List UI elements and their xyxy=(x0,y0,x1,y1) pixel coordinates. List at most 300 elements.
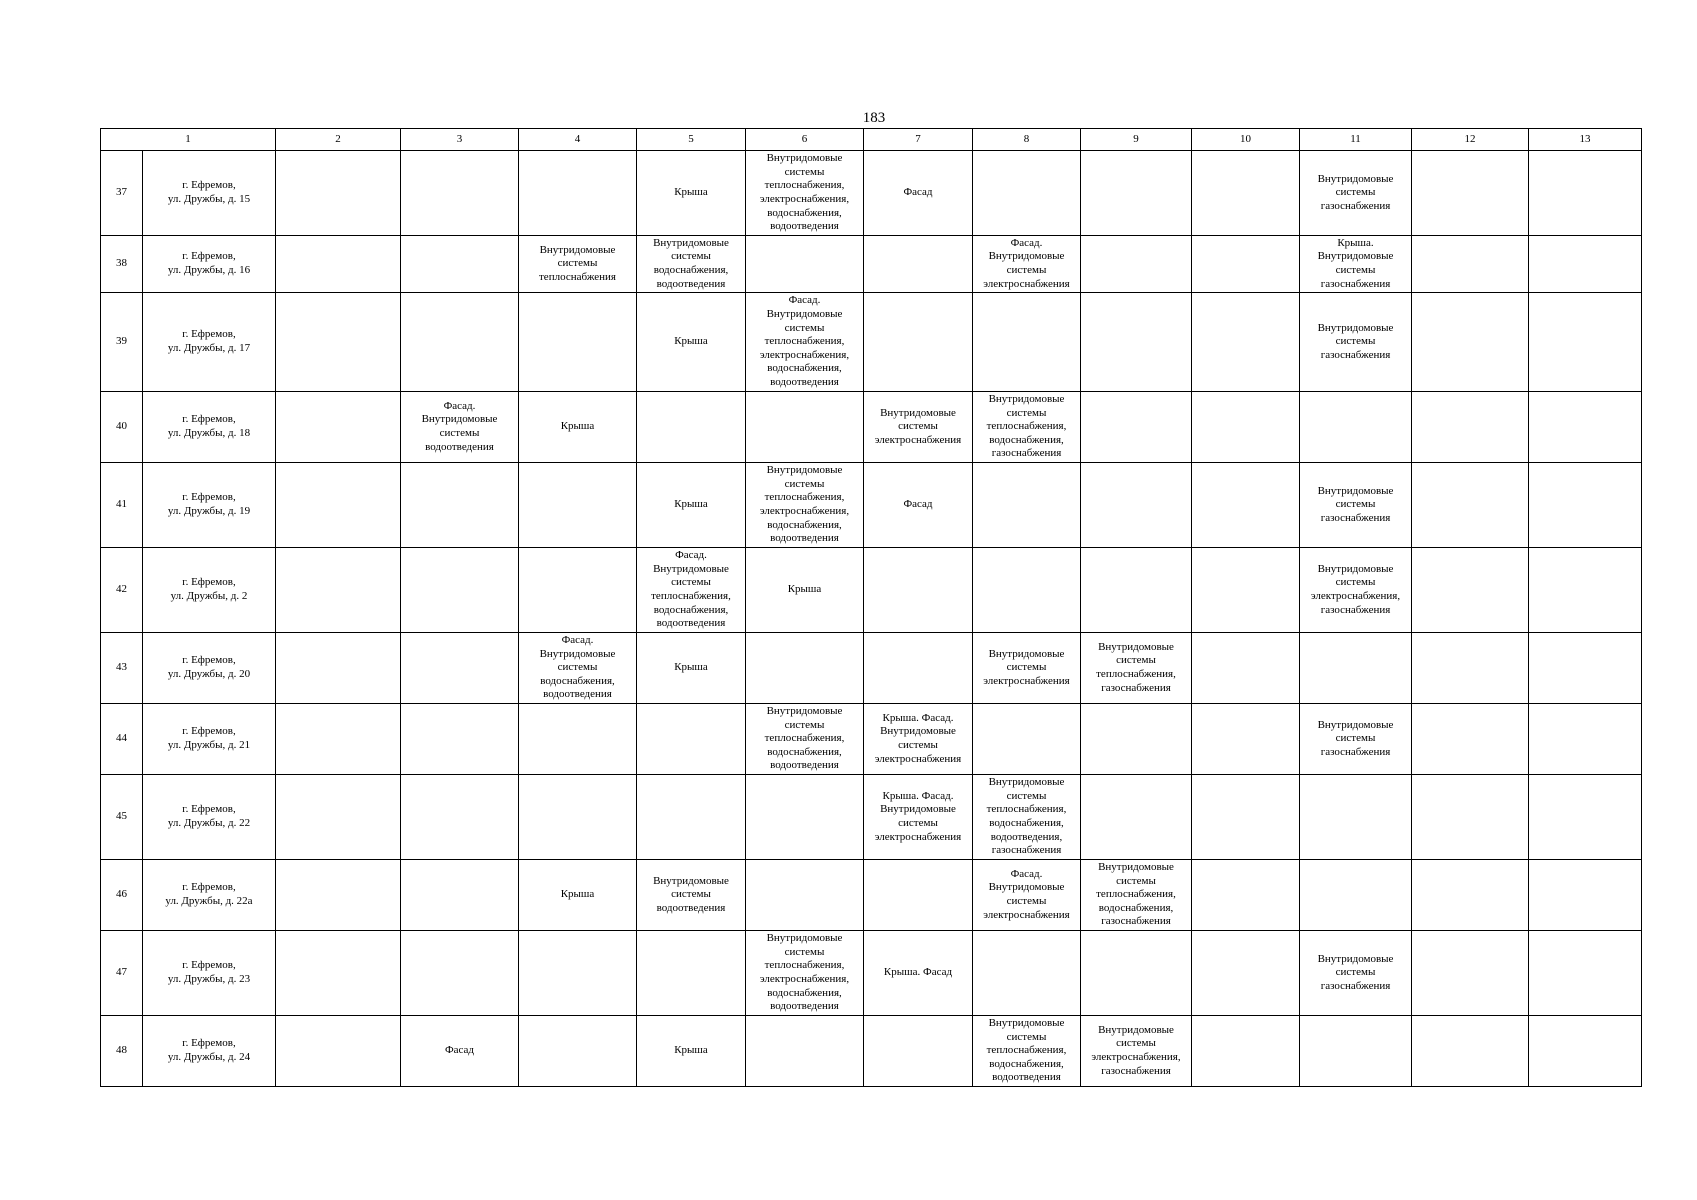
work-text-line: теплоснабжения, xyxy=(986,803,1067,816)
work-text-line: системы xyxy=(1006,1030,1047,1043)
work-cell xyxy=(1081,392,1192,463)
work-cell xyxy=(1081,931,1192,1016)
work-cell xyxy=(519,860,637,931)
work-text-line: теплоснабжения, xyxy=(764,959,845,972)
work-text-line: Фасад xyxy=(444,1044,475,1057)
address-line: г. Ефремов, xyxy=(182,1037,236,1050)
work-text-line: Внутридомовые xyxy=(766,464,843,477)
work-cell xyxy=(746,236,864,293)
column-header: 2 xyxy=(276,129,401,151)
address-cell xyxy=(143,775,276,860)
work-text-line: Фасад. xyxy=(561,634,594,647)
work-cell xyxy=(1529,392,1642,463)
work-cell xyxy=(973,1016,1081,1087)
work-cell xyxy=(864,704,973,775)
work-text-line: системы xyxy=(557,257,598,270)
address-line: ул. Дружбы, д. 19 xyxy=(167,505,251,517)
work-text-line: теплоснабжения, xyxy=(764,732,845,745)
work-text-line: Крыша xyxy=(560,420,595,433)
address-cell xyxy=(143,151,276,236)
work-text-line: газоснабжения xyxy=(1320,277,1391,290)
work-text-line: водоснабжения, xyxy=(767,986,842,999)
table-row xyxy=(101,548,1642,633)
work-text-line: водоотведения xyxy=(770,759,839,772)
row-number: 40 xyxy=(101,392,143,463)
work-cell xyxy=(276,463,401,548)
work-cell xyxy=(401,548,519,633)
work-cell xyxy=(864,151,973,236)
work-cell xyxy=(401,151,519,236)
address-line: г. Ефремов, xyxy=(182,959,236,972)
address-line: ул. Дружбы, д. 15 xyxy=(167,193,251,205)
row-number: 37 xyxy=(101,151,143,236)
work-text-line: теплоснабжения, xyxy=(651,590,731,602)
work-cell xyxy=(1192,704,1300,775)
work-cell xyxy=(973,704,1081,775)
work-text-line: системы xyxy=(439,427,480,439)
work-cell xyxy=(637,860,746,931)
work-text-line: системы xyxy=(1006,895,1047,907)
row-number: 41 xyxy=(101,463,143,548)
work-cell xyxy=(519,236,637,293)
work-cell xyxy=(1412,236,1529,293)
table-row xyxy=(101,633,1642,704)
work-text-line: электроснабжения, xyxy=(1310,590,1401,602)
work-cell xyxy=(973,860,1081,931)
column-header: 8 xyxy=(973,129,1081,151)
work-text-line: Крыша. Фасад. xyxy=(882,789,954,802)
work-cell xyxy=(973,775,1081,860)
work-text-line: Внутридомовые xyxy=(653,236,729,249)
work-text-line: системы xyxy=(784,165,825,178)
table-row xyxy=(101,463,1642,548)
address-cell xyxy=(143,463,276,548)
work-cell xyxy=(864,860,973,931)
work-text-line: водоснабжения, xyxy=(989,817,1064,829)
work-cell xyxy=(519,704,637,775)
work-text-line: системы xyxy=(898,817,938,829)
work-text-line: системы xyxy=(1335,732,1376,745)
work-cell xyxy=(1192,151,1300,236)
work-cell xyxy=(1529,236,1642,293)
work-cell xyxy=(1529,860,1642,931)
table-row xyxy=(101,151,1642,236)
work-text-line: водоотведения xyxy=(992,1071,1061,1084)
work-text-line: Внутридомовые xyxy=(880,803,956,816)
work-text-line: Фасад xyxy=(903,186,933,199)
work-cell xyxy=(1081,293,1192,392)
address-line: г. Ефремов, xyxy=(182,803,236,816)
work-cell xyxy=(1081,463,1192,548)
work-cell xyxy=(973,151,1081,236)
work-cell xyxy=(746,293,864,392)
work-cell xyxy=(637,633,746,704)
work-cell xyxy=(1192,548,1300,633)
work-cell xyxy=(1412,1016,1529,1087)
work-text-line: газоснабжения xyxy=(1101,915,1171,928)
work-cell xyxy=(1300,236,1412,293)
work-text-line: водоснабжения, xyxy=(767,362,842,375)
work-cell xyxy=(1412,463,1529,548)
work-cell xyxy=(1300,931,1412,1016)
work-cell xyxy=(1529,633,1642,704)
work-text-line: Крыша xyxy=(674,335,708,348)
row-number: 46 xyxy=(101,860,143,931)
work-cell xyxy=(973,392,1081,463)
work-cell xyxy=(519,931,637,1016)
work-text-line: системы xyxy=(1006,789,1047,802)
address-cell xyxy=(143,1016,276,1087)
work-cell xyxy=(864,463,973,548)
work-text-line: теплоснабжения, xyxy=(1096,888,1176,901)
address-line: г. Ефремов, xyxy=(182,576,236,589)
work-text-line: системы xyxy=(1006,406,1047,419)
address-cell xyxy=(143,931,276,1016)
work-text-line: газоснабжения xyxy=(1320,199,1391,212)
row-number: 39 xyxy=(101,293,143,392)
address-line: ул. Дружбы, д. 21 xyxy=(167,739,251,751)
work-text-line: Внутридомовые xyxy=(1098,640,1174,653)
work-cell xyxy=(401,463,519,548)
work-cell xyxy=(637,293,746,392)
address-cell xyxy=(143,704,276,775)
address-line: ул. Дружбы, д. 16 xyxy=(167,264,251,276)
work-text-line: водоснабжения, xyxy=(653,264,729,276)
work-text-line: Внутридомовые xyxy=(988,776,1065,789)
column-header: 13 xyxy=(1529,129,1642,151)
work-text-line: теплоснабжения, xyxy=(986,1044,1067,1057)
work-cell xyxy=(973,633,1081,704)
table-row xyxy=(101,775,1642,860)
work-text-line: электроснабжения xyxy=(874,830,962,843)
work-cell xyxy=(1300,463,1412,548)
address-cell xyxy=(143,293,276,392)
work-text-line: теплоснабжения, xyxy=(764,335,845,348)
column-header: 9 xyxy=(1081,129,1192,151)
work-cell xyxy=(519,633,637,704)
work-cell xyxy=(276,931,401,1016)
work-cell xyxy=(1192,775,1300,860)
work-text-line: водоснабжения, xyxy=(767,206,842,219)
work-text-line: водоотведения xyxy=(770,220,839,233)
work-cell xyxy=(276,704,401,775)
work-text-line: Внутридомовые xyxy=(1317,562,1394,575)
work-text-line: системы xyxy=(784,477,825,490)
work-text-line: Крыша. Фасад. xyxy=(882,711,954,724)
work-cell xyxy=(637,775,746,860)
work-cell xyxy=(1412,548,1529,633)
work-cell xyxy=(973,293,1081,392)
column-number-row xyxy=(101,129,1642,151)
work-cell xyxy=(637,931,746,1016)
work-cell xyxy=(973,931,1081,1016)
work-cell xyxy=(1300,1016,1412,1087)
work-cell xyxy=(1529,548,1642,633)
work-cell xyxy=(1529,931,1642,1016)
work-text-line: Внутридомовые xyxy=(988,250,1065,263)
table-row xyxy=(101,293,1642,392)
work-cell xyxy=(401,1016,519,1087)
work-text-line: водоотведения, xyxy=(990,830,1063,843)
work-cell xyxy=(1081,151,1192,236)
work-text-line: газоснабжения xyxy=(1320,979,1391,992)
work-cell xyxy=(1529,463,1642,548)
work-cell xyxy=(1300,704,1412,775)
work-cell xyxy=(746,548,864,633)
work-cell xyxy=(864,1016,973,1087)
work-cell xyxy=(1529,1016,1642,1087)
work-cell xyxy=(746,633,864,704)
work-text-line: Крыша xyxy=(674,1044,708,1057)
work-cell xyxy=(864,236,973,293)
work-cell xyxy=(746,392,864,463)
work-text-line: Внутридомовые xyxy=(1317,321,1394,334)
work-text-line: Крыша xyxy=(674,186,708,199)
work-text-line: теплоснабжения, xyxy=(1096,668,1176,680)
work-text-line: водоотведения xyxy=(425,440,494,453)
work-cell xyxy=(1192,633,1300,704)
work-cell xyxy=(519,463,637,548)
table-row xyxy=(101,704,1642,775)
work-text-line: системы xyxy=(784,718,825,731)
work-text-line: системы xyxy=(1116,654,1156,667)
work-text-line: газоснабжения xyxy=(1320,603,1391,616)
work-cell xyxy=(1192,392,1300,463)
work-text-line: системы xyxy=(784,321,825,334)
work-cell xyxy=(401,704,519,775)
work-cell xyxy=(276,775,401,860)
address-line: ул. Дружбы, д. 2 xyxy=(170,590,248,602)
work-cell xyxy=(401,860,519,931)
work-text-line: Внутридомовые xyxy=(1317,172,1394,185)
work-text-line: системы xyxy=(671,888,711,901)
work-text-line: Внутридомовые xyxy=(988,647,1065,660)
work-cell xyxy=(1412,293,1529,392)
column-header: 7 xyxy=(864,129,973,151)
work-text-line: системы xyxy=(557,661,598,674)
work-cell xyxy=(1412,704,1529,775)
address-line: ул. Дружбы, д. 20 xyxy=(167,668,251,680)
column-header: 11 xyxy=(1300,129,1412,151)
work-text-line: Внутридомовые xyxy=(1317,484,1394,497)
work-text-line: Внутридомовые xyxy=(1317,250,1394,263)
work-text-line: газоснабжения xyxy=(1101,681,1171,694)
work-cell xyxy=(401,931,519,1016)
work-cell xyxy=(1529,704,1642,775)
work-text-line: системы xyxy=(784,945,825,958)
work-text-line: теплоснабжения, xyxy=(764,179,845,192)
work-text-line: Внутридомовые xyxy=(539,243,616,256)
work-cell xyxy=(1529,293,1642,392)
work-cell xyxy=(746,463,864,548)
work-cell xyxy=(401,633,519,704)
work-text-line: газоснабжения xyxy=(1320,511,1391,524)
work-text-line: Фасад xyxy=(903,498,933,511)
work-text-line: системы xyxy=(1335,966,1376,979)
column-header: 5 xyxy=(637,129,746,151)
work-cell xyxy=(746,931,864,1016)
work-cell xyxy=(973,463,1081,548)
work-text-line: теплоснабжения, xyxy=(764,491,845,504)
table-body xyxy=(101,129,1642,1087)
work-text-line: Внутридомовые xyxy=(1098,1023,1174,1036)
work-cell xyxy=(864,293,973,392)
work-cell xyxy=(637,392,746,463)
work-cell xyxy=(1192,860,1300,931)
work-cell xyxy=(401,775,519,860)
work-text-line: Крыша. Фасад xyxy=(883,966,953,979)
work-cell xyxy=(1412,775,1529,860)
column-header: 1 xyxy=(101,129,276,151)
work-text-line: системы xyxy=(1335,498,1376,511)
work-text-line: электроснабжения xyxy=(983,277,1070,290)
work-text-line: Крыша xyxy=(674,661,708,674)
table-row xyxy=(101,392,1642,463)
work-text-line: электроснабжения xyxy=(874,433,962,446)
work-cell xyxy=(1412,151,1529,236)
work-cell xyxy=(1300,151,1412,236)
work-text-line: электроснабжения, xyxy=(759,973,850,985)
work-text-line: Внутридомовые xyxy=(988,1017,1065,1030)
work-text-line: газоснабжения xyxy=(1320,745,1391,758)
address-line: ул. Дружбы, д. 22 xyxy=(167,817,251,829)
address-line: ул. Дружбы, д. 22а xyxy=(165,895,253,907)
work-cell xyxy=(864,931,973,1016)
work-text-line: электроснабжения xyxy=(874,752,962,765)
work-cell xyxy=(1081,236,1192,293)
work-cell xyxy=(1192,931,1300,1016)
address-line: г. Ефремов, xyxy=(182,413,236,426)
work-cell xyxy=(1300,293,1412,392)
work-text-line: Внутридомовые xyxy=(766,308,843,321)
work-cell xyxy=(637,704,746,775)
work-text-line: Внутридомовые xyxy=(539,647,616,660)
row-number: 43 xyxy=(101,633,143,704)
work-text-line: электроснабжения, xyxy=(759,348,850,361)
work-cell xyxy=(1300,392,1412,463)
work-text-line: системы xyxy=(898,420,938,433)
row-number: 48 xyxy=(101,1016,143,1087)
work-cell xyxy=(637,151,746,236)
work-text-line: водоотведения xyxy=(770,375,839,388)
work-text-line: водоотведения xyxy=(656,277,726,290)
work-cell xyxy=(1412,633,1529,704)
work-text-line: Внутридомовые xyxy=(988,881,1065,894)
work-text-line: Фасад. xyxy=(443,399,476,412)
work-text-line: Фасад. xyxy=(675,549,707,562)
work-cell xyxy=(1192,1016,1300,1087)
work-cell xyxy=(276,633,401,704)
work-cell xyxy=(1081,548,1192,633)
row-number: 42 xyxy=(101,548,143,633)
column-header: 12 xyxy=(1412,129,1529,151)
work-cell xyxy=(1529,151,1642,236)
work-cell xyxy=(746,1016,864,1087)
work-cell xyxy=(864,633,973,704)
column-header: 6 xyxy=(746,129,864,151)
work-text-line: системы xyxy=(1335,576,1376,589)
table-row xyxy=(101,860,1642,931)
work-text-line: Крыша xyxy=(787,583,822,596)
work-cell xyxy=(746,704,864,775)
address-line: г. Ефремов, xyxy=(182,881,236,894)
work-cell xyxy=(519,392,637,463)
work-text-line: электроснабжения, xyxy=(759,505,850,517)
work-cell xyxy=(276,392,401,463)
work-cell xyxy=(276,860,401,931)
work-text-line: Крыша. xyxy=(1337,236,1374,249)
address-line: г. Ефремов, xyxy=(182,179,236,192)
work-cell xyxy=(1081,633,1192,704)
work-text-line: водоснабжения, xyxy=(989,433,1064,446)
work-cell xyxy=(746,151,864,236)
work-cell xyxy=(1412,931,1529,1016)
work-text-line: Внутридомовые xyxy=(653,562,729,575)
work-text-line: Внутридомовые xyxy=(766,932,843,945)
work-text-line: Фасад. xyxy=(1010,867,1043,880)
row-number: 47 xyxy=(101,931,143,1016)
address-cell xyxy=(143,392,276,463)
address-cell xyxy=(143,860,276,931)
column-header: 4 xyxy=(519,129,637,151)
work-cell xyxy=(519,548,637,633)
address-cell xyxy=(143,548,276,633)
work-cell xyxy=(1081,1016,1192,1087)
work-text-line: водоотведения xyxy=(656,617,726,630)
work-text-line: Внутридомовые xyxy=(880,725,956,738)
work-text-line: водоснабжения, xyxy=(540,674,615,687)
row-number: 44 xyxy=(101,704,143,775)
work-cell xyxy=(1529,775,1642,860)
work-text-line: Внутридомовые xyxy=(880,406,956,419)
address-cell xyxy=(143,633,276,704)
work-text-line: газоснабжения xyxy=(991,844,1062,857)
work-cell xyxy=(1081,775,1192,860)
work-cell xyxy=(864,392,973,463)
work-text-line: системы xyxy=(1006,661,1047,674)
work-cell xyxy=(1081,704,1192,775)
work-text-line: Фасад. xyxy=(788,294,821,307)
work-cell xyxy=(1192,293,1300,392)
work-text-line: Внутридомовые xyxy=(766,705,843,718)
work-cell xyxy=(1081,860,1192,931)
address-line: г. Ефремов, xyxy=(182,491,236,504)
work-cell xyxy=(1300,775,1412,860)
work-text-line: газоснабжения xyxy=(991,447,1062,460)
work-text-line: Внутридомовые xyxy=(653,874,729,887)
work-text-line: Внутридомовые xyxy=(421,413,498,426)
work-text-line: Внутридомовые xyxy=(766,152,843,165)
work-cell xyxy=(1412,392,1529,463)
work-cell xyxy=(1192,463,1300,548)
work-text-line: системы xyxy=(898,739,938,751)
work-cell xyxy=(276,236,401,293)
work-text-line: водоснабжения, xyxy=(767,518,842,531)
work-text-line: водоотведения xyxy=(543,688,612,701)
work-cell xyxy=(276,151,401,236)
table-row xyxy=(101,236,1642,293)
address-line: ул. Дружбы, д. 17 xyxy=(167,342,251,354)
work-text-line: водоотведения xyxy=(770,532,839,545)
work-cell xyxy=(864,775,973,860)
work-cell xyxy=(401,293,519,392)
work-text-line: водоснабжения, xyxy=(1098,901,1174,914)
column-header: 10 xyxy=(1192,129,1300,151)
work-text-line: системы xyxy=(1116,874,1156,887)
work-text-line: Внутридомовые xyxy=(1098,861,1174,874)
work-cell xyxy=(1300,860,1412,931)
page-number: 183 xyxy=(862,110,886,126)
